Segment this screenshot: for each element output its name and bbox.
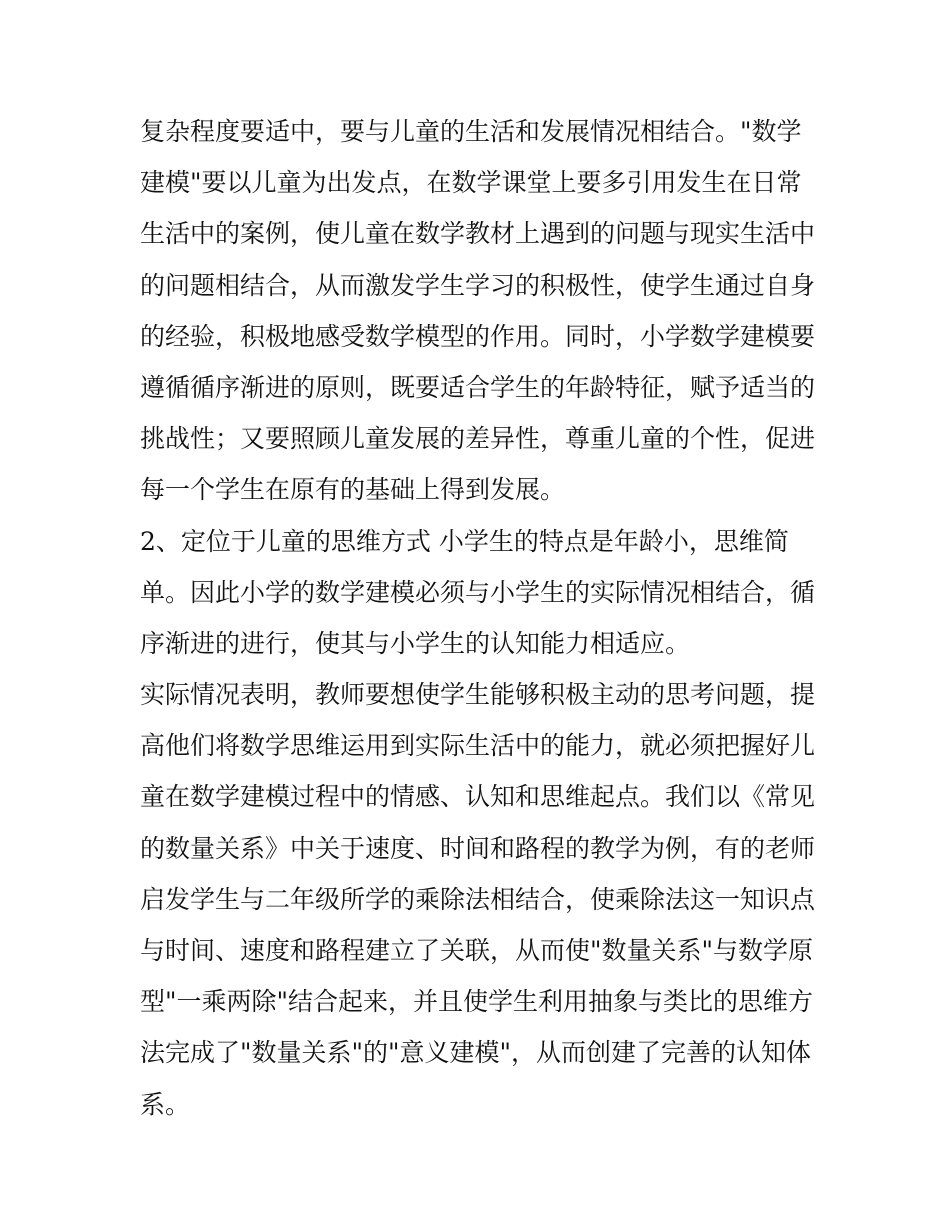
text-line-17: 与时间、速度和路程建立了关联，从而使"数量关系"与数学原: [140, 936, 814, 965]
text-line-8: 每一个学生在原有的基础上得到发展。: [140, 475, 566, 505]
text-line-13: 高他们将数学思维运用到实际生活中的能力，就必须把握好儿: [140, 731, 816, 761]
text-line-16: 启发学生与二年级所学的乘除法相结合，使乘除法这一知识点: [140, 884, 816, 914]
text-line-7: 挑战性；又要照顾儿童发展的差异性，尊重儿童的个性，促进: [140, 424, 816, 454]
text-line-20: 系。: [140, 1089, 191, 1119]
text-line-10: 单。因此小学的数学建模必须与小学生的实际情况相结合，循: [140, 577, 816, 607]
text-line-1: 复杂程度要适中，要与儿童的生活和发展情况相结合。"数学: [140, 117, 802, 146]
text-line-18: 型"一乘两除"结合起来，并且使学生利用抽象与类比的思维方: [140, 987, 814, 1017]
text-line-19: 法完成了"数量关系"的"意义建模"，从而创建了完善的认知体: [140, 1038, 811, 1068]
text-line-3: 生活中的案例，使儿童在数学教材上遇到的问题与现实生活中: [140, 219, 816, 249]
text-line-11: 序渐进的进行，使其与小学生的认知能力相适应。: [140, 628, 691, 658]
text-line-5: 的经验，积极地感受数学模型的作用。同时，小学数学建模要: [140, 321, 816, 351]
text-line-14: 童在数学建模过程中的情感、认知和思维起点。我们以《常见: [140, 782, 816, 812]
text-line-6: 遵循循序渐进的原则，既要适合学生的年龄特征，赋予适当的: [140, 372, 816, 402]
text-line-12: 实际情况表明，教师要想使学生能够积极主动的思考问题，提: [140, 680, 816, 710]
text-line-2: 建模"要以儿童为出发点，在数学课堂上要多引用发生在日常: [140, 168, 802, 198]
text-line-15: 的数量关系》中关于速度、时间和路程的教学为例，有的老师: [140, 833, 816, 863]
body-text: [140, 106, 820, 1130]
text-line-9: 2、定位于儿童的思维方式 小学生的特点是年龄小，思维简: [140, 526, 789, 556]
text-line-4: 的问题相结合，从而激发学生学习的积极性，使学生通过自身: [140, 270, 816, 300]
